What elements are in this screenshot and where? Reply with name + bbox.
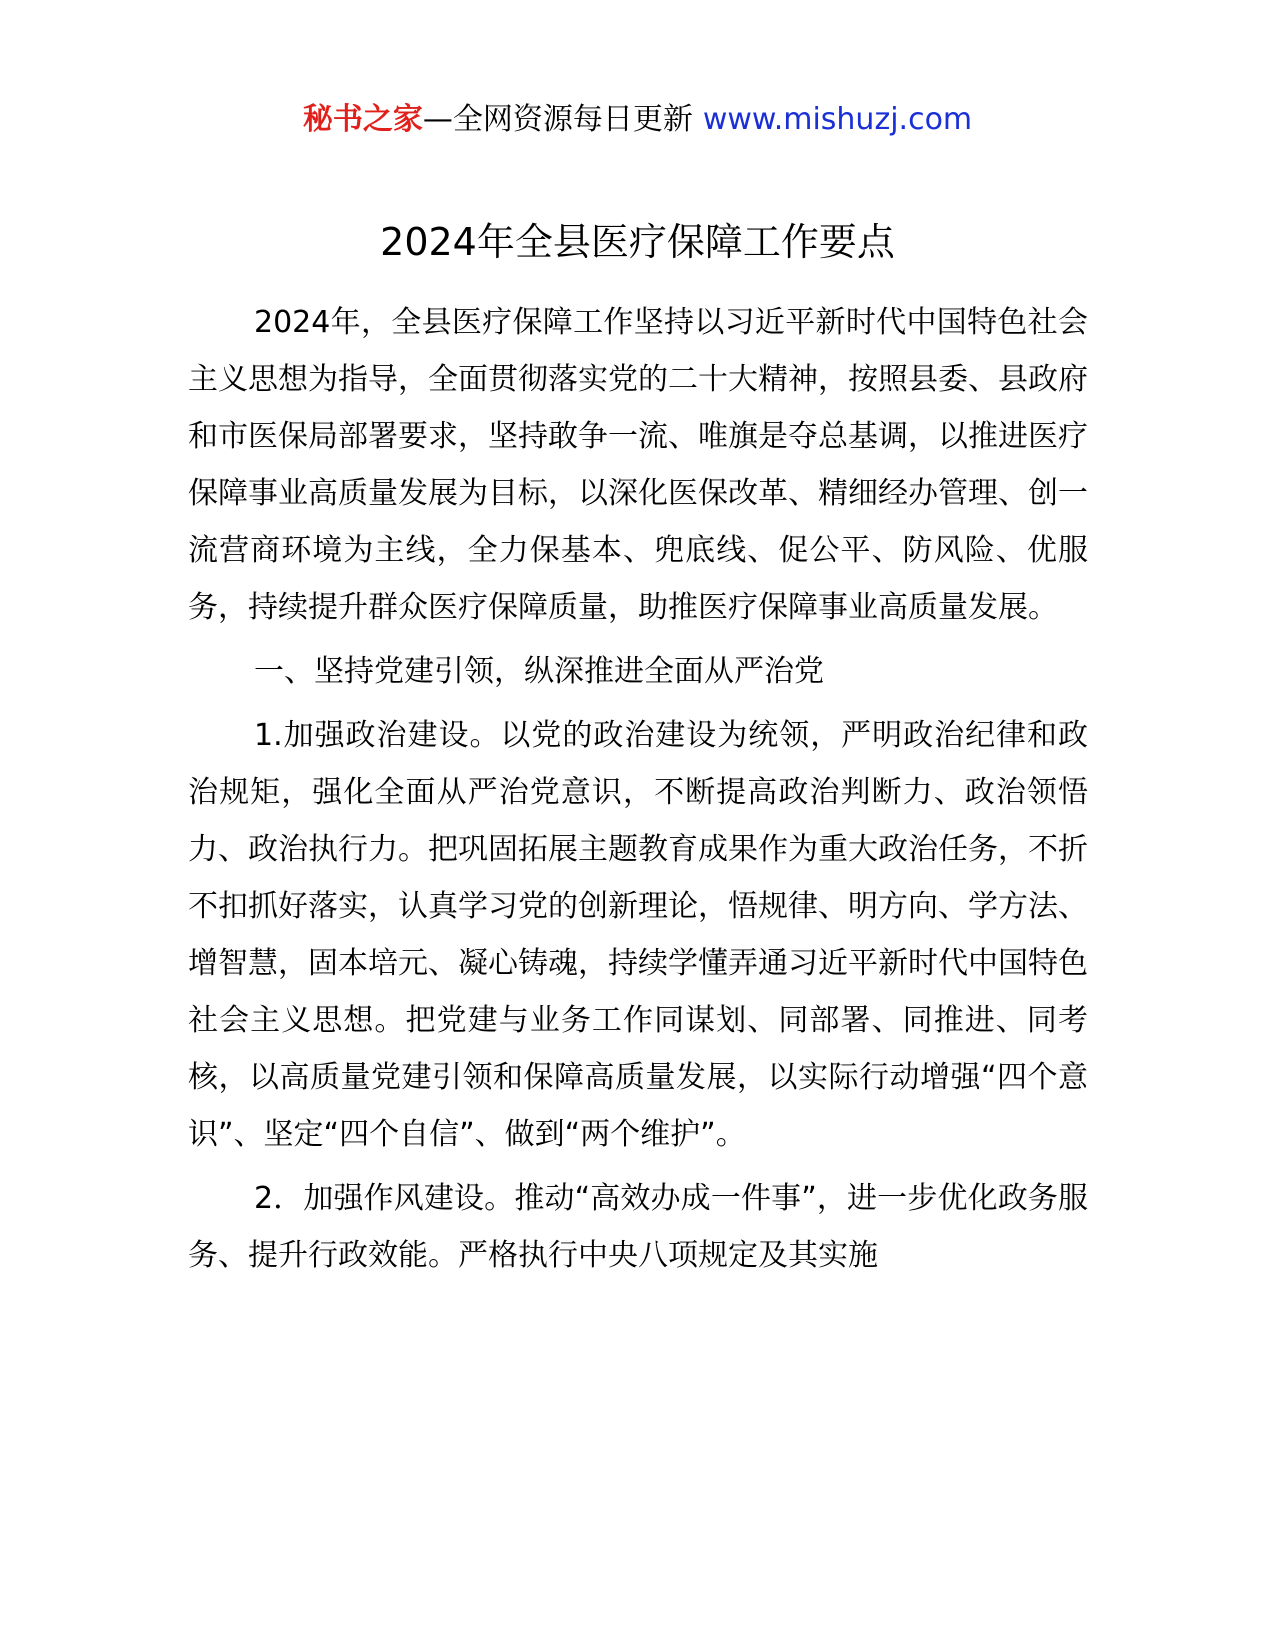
item-paragraph: 1.加强政治建设。以党的政治建设为统领，严明政治纪律和政治规矩，强化全面从严治党意识，不断提高政治判断力、政治领悟力、政治执行力。把巩固拓展主题教育成果作为重大政治任务，不折不扣抓好落实，认真学习党的创新理论，悟规律、明方向、学方法、增智慧，固本培元、凝心铸魂，持续学懂弄通习近平新时代中国特色社会主义思想。把党建与业务工作同谋划、同部署、同推进、同考核，以高质量党建引领和保障高质量发展，以实际行动增强“四个意识”、坚定“四个自信”、做到“两个维护”。 (188, 718, 1088, 1152)
document-body (188, 294, 1088, 1291)
site-tagline: —全网资源每日更新 (422, 102, 693, 137)
site-url-link[interactable]: www.mishuzj.com (702, 102, 973, 137)
section-heading: 一、坚持党建引领，纵深推进全面从严治党 (254, 654, 824, 689)
site-header (0, 100, 1275, 140)
intro-paragraph: 2024年，全县医疗保障工作坚持以习近平新时代中国特色社会主义思想为指导，全面贯彻落实党的二十大精神，按照县委、县政府和市医保局部署要求，坚持敢争一流、唯旗是夺总基调，以推进医疗保障事业高质量发展为目标，以深化医保改革、精细经办管理、创一流营商环境为主线，全力保基本、兜底线、促公平、防风险、优服务，持续提升群众医疗保障质量，助推医疗保障事业高质量发展。 (188, 305, 1088, 625)
document-title: 2024年全县医疗保障工作要点 (380, 220, 895, 264)
item-paragraph: 2．加强作风建设。推动“高效办成一件事”，进一步优化政务服务、提升行政效能。严格执行中央八项规定及其实施 (188, 1181, 1088, 1273)
site-brand: 秘书之家 (302, 102, 423, 137)
